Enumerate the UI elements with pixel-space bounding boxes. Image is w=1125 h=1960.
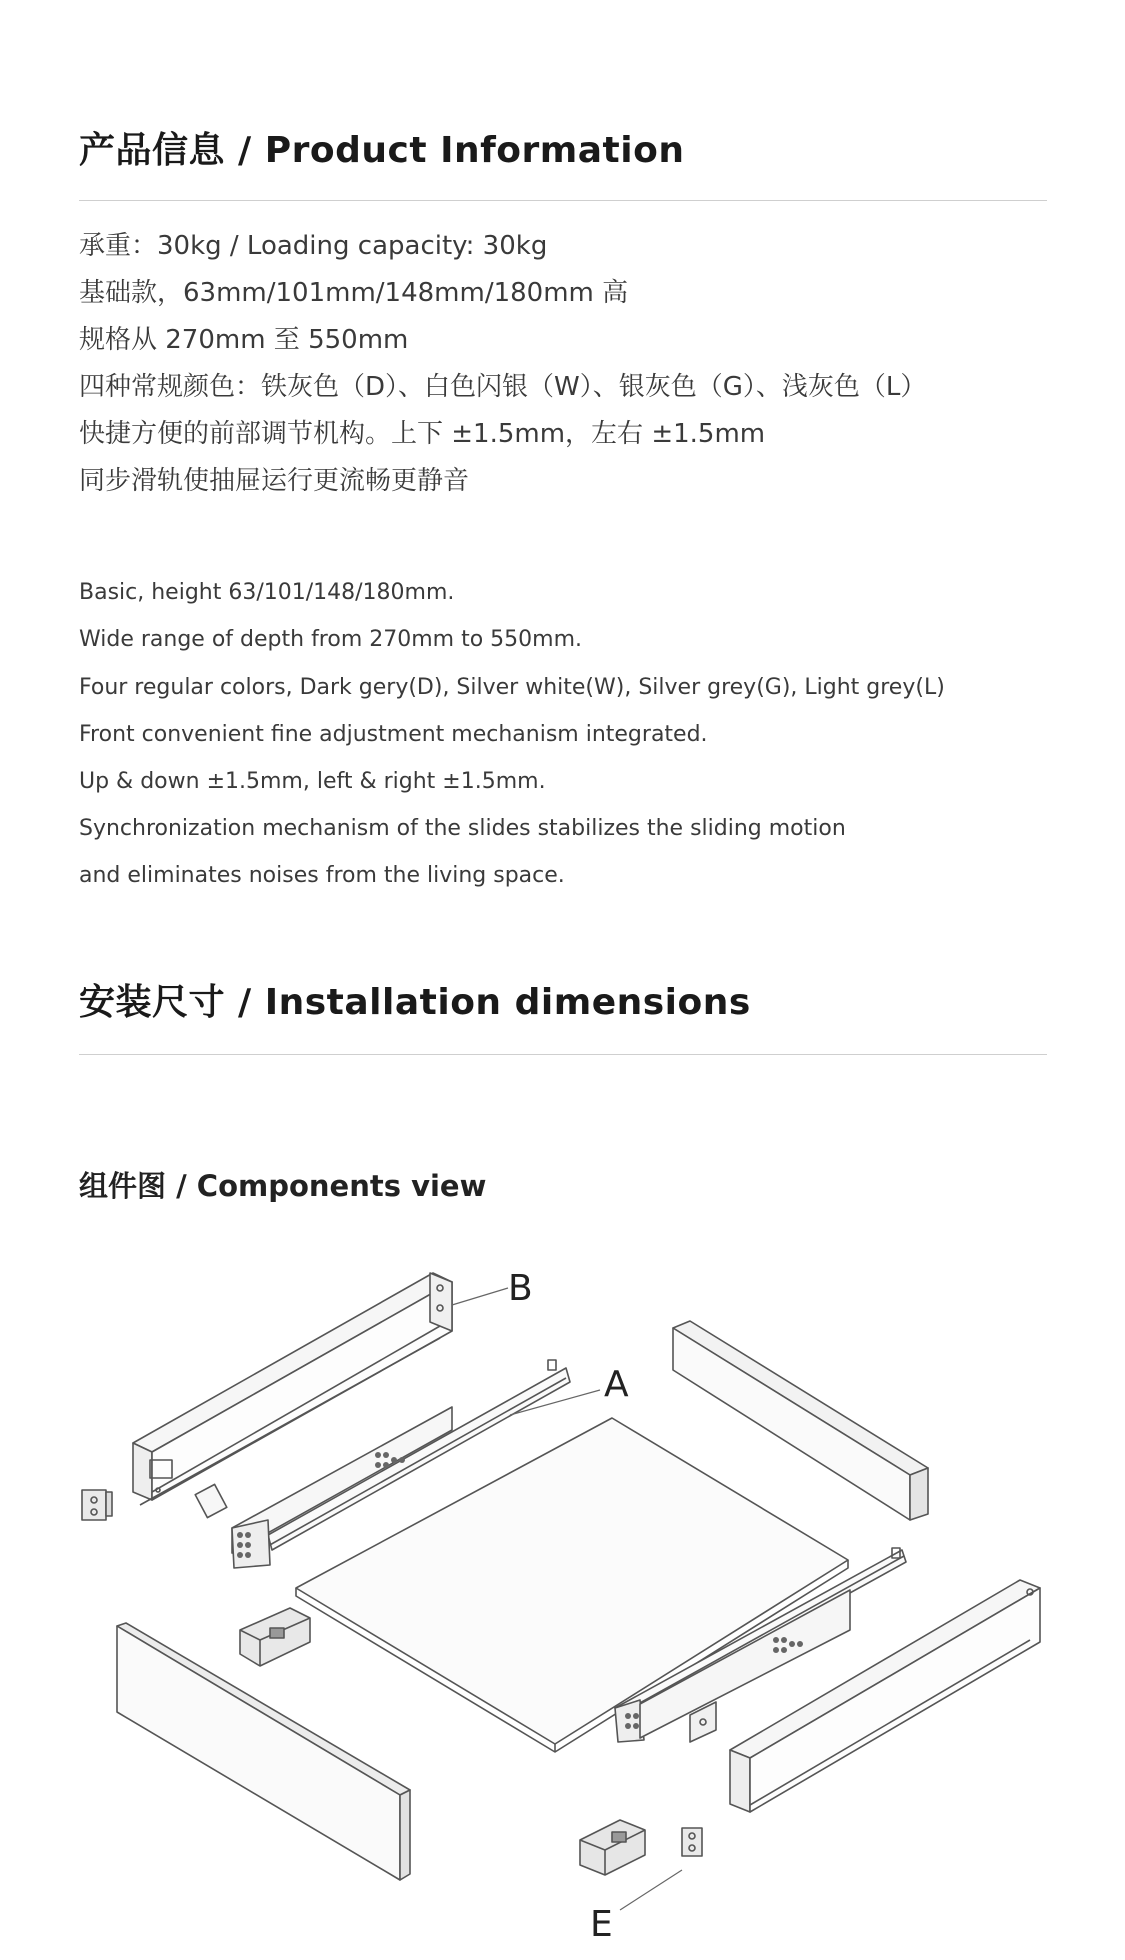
spec-line-en: Basic, height 63/101/148/180mm. [79, 580, 455, 605]
product-info-title: 产品信息 / Product Information [79, 130, 685, 171]
right-side-wall [730, 1580, 1040, 1812]
spec-line-en: Wide range of depth from 270mm to 550mm. [79, 627, 583, 652]
divider [79, 200, 1047, 201]
spec-line-cn: 规格从 270mm 至 550mm [79, 325, 409, 355]
label-b: B [508, 1268, 533, 1309]
rear-bracket [682, 1828, 702, 1856]
left-locking-device [240, 1608, 310, 1666]
spec-line-cn: 同步滑轨使抽屉运行更流畅更静音 [79, 466, 470, 496]
spec-line-en: Synchronization mechanism of the slides stabilizes the sliding motion [79, 816, 846, 841]
installation-title: 安装尺寸 / Installation dimensions [79, 982, 751, 1023]
divider [79, 1054, 1047, 1055]
spec-line-cn: 基础款，63mm/101mm/148mm/180mm 高 [79, 278, 629, 308]
components-view-title: 组件图 / Components view [79, 1169, 487, 1203]
locking-device-e [580, 1820, 645, 1875]
label-a: A [604, 1364, 629, 1405]
cover-clip [195, 1484, 227, 1517]
components-exploded-diagram [0, 1230, 1125, 1960]
spec-line-cn: 四种常规颜色：铁灰色（D）、白色闪银（W）、银灰色（G）、浅灰色（L） [79, 372, 927, 402]
label-e: E [590, 1904, 613, 1945]
spec-line-cn: 承重：30kg / Loading capacity: 30kg [79, 231, 548, 261]
spec-line-en: Front convenient fine adjustment mechanism integrated. [79, 722, 708, 747]
left-rear-bracket [82, 1490, 112, 1520]
spec-line-en: Four regular colors, Dark gery(D), Silver white(W), Silver grey(G), Light grey(L) [79, 675, 945, 700]
spec-line-en: and eliminates noises from the living space. [79, 863, 565, 888]
spec-line-en: Up & down ±1.5mm, left & right ±1.5mm. [79, 769, 546, 794]
spec-line-cn: 快捷方便的前部调节机构。上下 ±1.5mm，左右 ±1.5mm [79, 419, 766, 449]
